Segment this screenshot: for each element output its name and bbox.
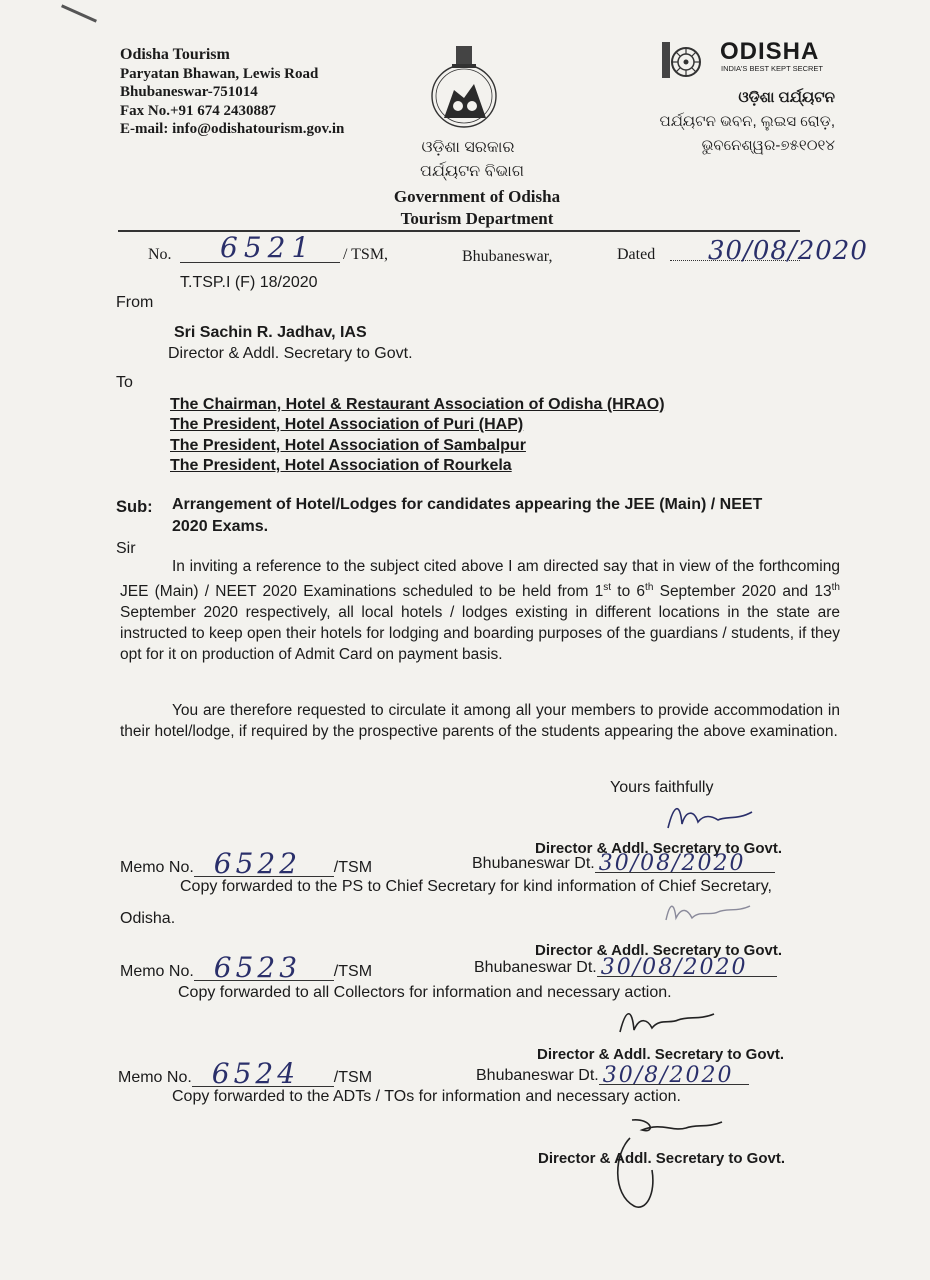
memo-3-text: Copy forwarded to the ADTs / TOs for information and necessary action.: [172, 1088, 681, 1105]
body-text: In inviting a reference to the subject cited above I am directed say that in view of the forthcoming JEE (Main) / NEET 2020 Examinations scheduled to be held from 1: [120, 558, 840, 601]
superscript: th: [645, 582, 654, 593]
date-handwritten: 30/08/2020: [708, 236, 868, 266]
memo-1-place: [472, 851, 775, 876]
memo-label: Memo No.: [120, 859, 194, 876]
dated-blank: [670, 236, 868, 266]
email-line: E-mail: info@odishatourism.gov.in: [120, 121, 345, 137]
recipient-line: The President, Hotel Association of Sambalpur: [170, 437, 526, 454]
file-reference: T.TSP.I (F) 18/2020: [180, 274, 318, 291]
recipient-line: The President, Hotel Association of Puri (HAP): [170, 416, 524, 433]
salutation: Sir: [116, 540, 136, 557]
signature-mark-icon: [610, 1004, 720, 1043]
memo-number-blank: [194, 951, 334, 984]
memo-suffix: /TSM: [333, 1069, 373, 1086]
memo-date-blank: [597, 955, 777, 980]
department-name: Tourism Department: [400, 209, 554, 228]
recipient-line: The Chairman, Hotel & Restaurant Association of Odisha (HRAO): [170, 396, 665, 413]
fax-line: Fax No.+91 674 2430887: [120, 102, 277, 119]
memo-place: Bhubaneswar Dt.: [476, 1067, 599, 1084]
body-paragraph-1: [120, 556, 840, 665]
dated-label: Dated: [617, 246, 656, 263]
signature-title: Director & Addl. Secretary to Govt.: [538, 1150, 786, 1167]
memo-label: Memo No.: [120, 963, 194, 980]
memo-2-text: Copy forwarded to all Collectors for information and necessary action.: [178, 984, 672, 1001]
org-name: Odisha Tourism: [120, 46, 230, 63]
signature-mark-icon: [660, 898, 760, 931]
odisha-logo-icon: [660, 40, 712, 80]
memo-suffix: /TSM: [333, 963, 373, 980]
memo-2: [120, 951, 373, 984]
signature-title: Director & Addl. Secretary to Govt.: [537, 1046, 785, 1063]
memo-3-place: [476, 1063, 749, 1088]
subject-line: 2020 Exams.: [172, 518, 269, 535]
sender-designation: Director & Addl. Secretary to Govt.: [168, 345, 413, 362]
memo-number-blank: [192, 1057, 334, 1090]
ref-city: Bhubaneswar,: [462, 248, 553, 265]
memo-3: [118, 1057, 373, 1090]
state-emblem-icon: [428, 44, 500, 128]
odia-address-line: ଭୁବନେଶ୍ୱର-୭୫୧୦୧୪: [701, 137, 835, 154]
memo-number: 6524: [211, 1057, 300, 1090]
superscript: th: [831, 582, 840, 593]
memo-label: Memo No.: [118, 1069, 192, 1086]
to-label: To: [116, 374, 133, 391]
memo-place: Bhubaneswar Dt.: [472, 855, 595, 872]
memo-number-blank: [194, 847, 334, 880]
from-label: From: [116, 294, 154, 311]
brand-name: ODISHA: [720, 38, 820, 65]
memo-date: 30/8/2020: [602, 1063, 734, 1088]
body-text: September 2020 and 13: [653, 583, 832, 601]
sender-name: Sri Sachin R. Jadhav, IAS: [174, 324, 367, 341]
memo-date-blank: [599, 1063, 749, 1088]
memo-place: Bhubaneswar Dt.: [474, 959, 597, 976]
memo-number: 6523: [213, 951, 302, 984]
ref-suffix: / TSM,: [343, 246, 389, 263]
corner-mark: [61, 4, 97, 22]
memo-suffix: /TSM: [333, 859, 373, 876]
signature-title: Director & Addl. Secretary to Govt.: [535, 942, 783, 959]
address-line: Paryatan Bhawan, Lewis Road: [120, 65, 319, 82]
odia-govt: [420, 136, 525, 184]
odia-address-line: ପର୍ଯ୍ୟଟନ ଭବନ, ଲୁଇସ ରୋଡ଼,: [659, 113, 835, 130]
address-line: Bhubaneswar-751014: [120, 84, 258, 100]
subject-label: Sub:: [116, 498, 153, 516]
body-paragraph-2: You are therefore requested to circulate it among all your members to provide accommodation in their hotel/lodge, if required by the prospective parents of the students appearing the above examination.: [120, 702, 840, 740]
ref-no-handwritten: 6521: [220, 231, 316, 264]
ref-no-blank: [180, 231, 340, 264]
closing: Yours faithfully: [610, 779, 714, 796]
brand-tagline: INDIA'S BEST KEPT SECRET: [721, 64, 824, 73]
odia-govt-line: ଓଡ଼ିଶା ସରକାର: [421, 139, 515, 156]
signature-title: Director & Addl. Secretary to Govt.: [535, 840, 783, 857]
govt-title: [362, 186, 592, 230]
superscript: st: [603, 582, 612, 593]
memo-2-place: [474, 955, 777, 980]
memo-number: 6522: [213, 847, 302, 880]
memo-1-text-cont: Odisha.: [120, 910, 176, 927]
signature-mark-icon: [660, 796, 770, 841]
odia-dept-line: ପର୍ଯ୍ୟଟନ ବିଭାଗ: [420, 163, 525, 180]
odia-brand-line: ଓଡ଼ିଶା ପର୍ଯ୍ୟଟନ: [738, 89, 835, 106]
government-name: Government of Odisha: [393, 187, 561, 206]
body-text: to 6: [611, 583, 646, 601]
body-text: September 2020 respectively, all local hotels / lodges existing in different locations in the state are instructed to keep open their hotels for lodging and boarding purposes of the guardians / students, if they opt for it on production of Admit Card on payment basis.: [120, 604, 840, 664]
memo-date: 30/08/2020: [598, 851, 746, 876]
odia-address: [659, 86, 835, 158]
letterhead-address: [120, 46, 344, 139]
ref-no-label: No.: [148, 246, 172, 263]
memo-1-text: Copy forwarded to the PS to Chief Secretary for kind information of Chief Secretary,: [180, 878, 772, 895]
recipient-line: The President, Hotel Association of Rourkela: [170, 457, 512, 474]
memo-date: 30/08/2020: [600, 955, 748, 980]
memo-date-blank: [595, 851, 775, 876]
subject-line: Arrangement of Hotel/Lodges for candidates appearing the JEE (Main) / NEET: [172, 496, 763, 513]
